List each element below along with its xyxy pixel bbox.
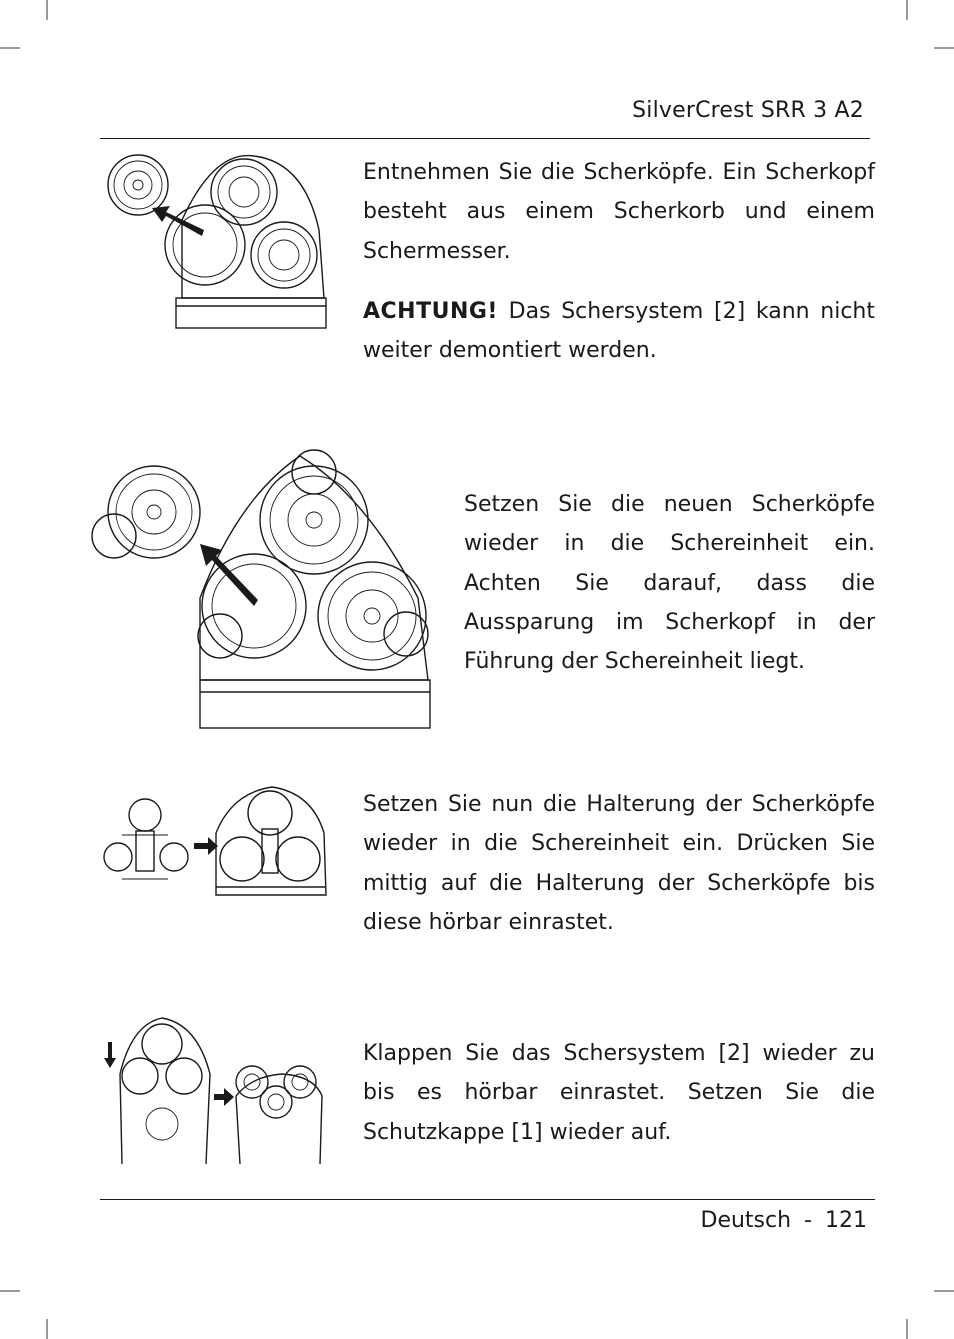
footer-rule <box>100 1199 875 1200</box>
instruction-close-system: Klappen Sie das Schersystem [2] wieder zu bis es hörbar einrastet. Setzen Sie die Schutzkappe [1] wieder auf. <box>363 1041 875 1145</box>
instruction-insert-heads: Setzen Sie die neuen Scherköpfe wieder in die Schereinheit ein. Achten Sie darauf, dass die Aussparung im Scherkopf in der Führung der Schereinheit liegt. <box>464 492 875 675</box>
warning-label: ACHTUNG! <box>363 299 498 324</box>
header-rule <box>100 138 870 139</box>
crop-mark <box>0 47 20 49</box>
crop-mark <box>0 1290 20 1292</box>
crop-mark <box>46 0 48 20</box>
warning-paragraph <box>363 292 875 371</box>
crop-mark <box>906 1319 908 1339</box>
crop-mark <box>934 47 954 49</box>
figure-insert-new-heads <box>88 448 434 732</box>
crop-mark <box>906 0 908 20</box>
figure-close-shaving-system <box>102 1014 328 1166</box>
figure-insert-holder <box>102 783 330 901</box>
header-title: SilverCrest SRR 3 A2 <box>632 98 864 123</box>
footer-language: Deutsch <box>700 1208 792 1233</box>
crop-mark <box>46 1319 48 1339</box>
footer <box>701 1208 868 1233</box>
page-number: 121 <box>825 1208 867 1233</box>
instruction-insert-holder: Setzen Sie nun die Halterung der Scherköpfe wieder in die Schereinheit ein. Drücken Sie mittig auf die Halterung der Scherköpfe bis diese hörbar einrastet. <box>363 792 875 935</box>
warning-text: Das Schersystem [2] kann nicht weiter demontiert werden. <box>363 299 875 364</box>
instruction-remove-heads: Entnehmen Sie die Scherköpfe. Ein Scherkopf besteht aus einem Scherkorb und einem Schermesser. <box>363 160 875 264</box>
figure-remove-shaving-heads <box>104 150 328 332</box>
crop-mark <box>934 1290 954 1292</box>
footer-separator: - <box>804 1208 812 1233</box>
